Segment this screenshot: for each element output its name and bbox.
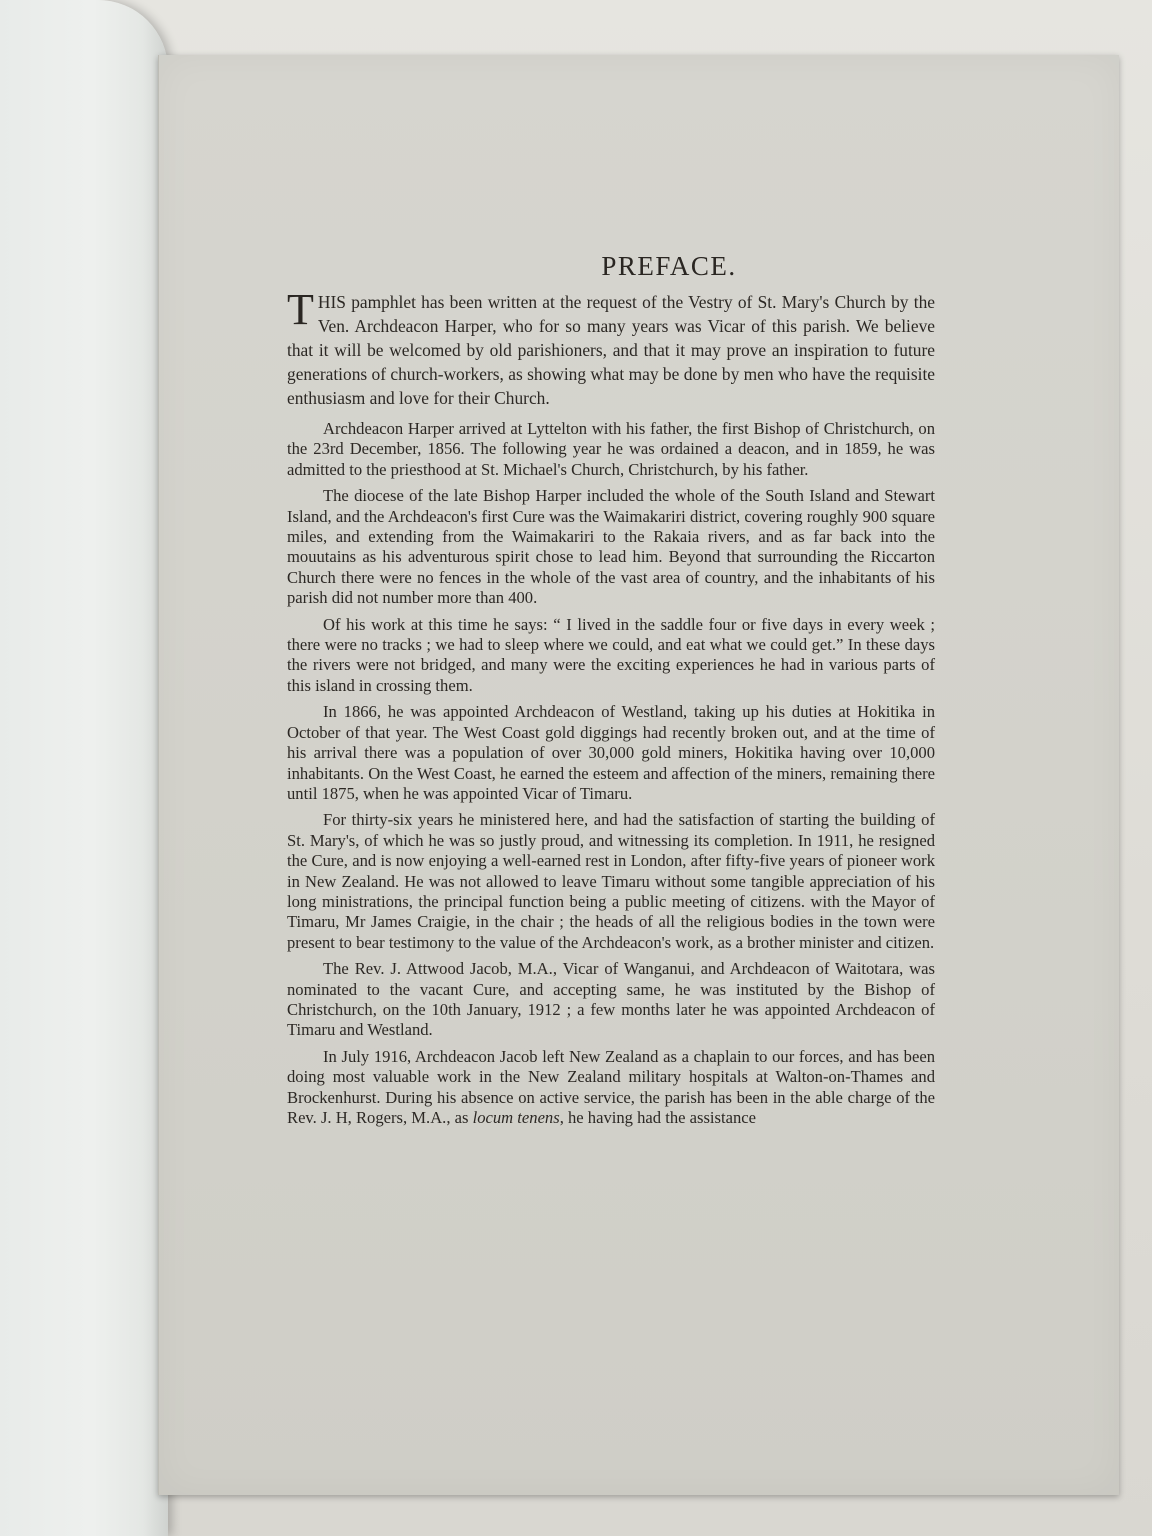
paragraph-6: For thirty-six years he ministered here, and had the satisfaction of starting the building of St. Mary's, of which he was so justly proud, and witnessing its completion. In 1911, he resigned the Cure, and is now enjoying a well-earned rest in London, after fifty-five years of pioneer work in New Zealand. He was not allowed to leave Timaru without some tangible appreciation of his long ministrations, the principal function being a public meeting of citizens. with the Mayor of Timaru, Mr James Craigie, in the chair ; the heads of all the religious bodies in the town were present to bear testimony to the value of the Archdeacon's work, as a brother minister and citizen. xyxy=(287,810,935,952)
drop-cap: T xyxy=(287,285,314,334)
paragraph-2: Archdeacon Harper arrived at Lyttelton with his father, the first Bishop of Christchurch, on the 23rd December, 1856. The following year he was ordained a deacon, and in 1859, he was admitted to the priesthood at St. Michael's Church, Christchurch, by his father. xyxy=(287,419,935,479)
booklet-page xyxy=(158,55,1119,1495)
previous-page-edge xyxy=(0,0,168,1536)
paragraph-5: In 1866, he was appointed Archdeacon of Westland, taking up his duties at Hokitika in October of that year. The West Coast gold diggings had recently broken out, and at the time of his arrival there was a population of over 30,000 gold miners, Hokitika having over 10,000 inhabitants. On the West Coast, he earned the esteem and affection of the miners, remaining there until 1875, when he was appointed Vicar of Timaru. xyxy=(287,702,935,803)
page-title: PREFACE. xyxy=(601,251,737,281)
paragraph-8-text-before: In July 1916, Archdeacon Jacob left New Zealand as a chaplain to our forces, and has been doing most valuable work in the New Zealand military hospitals at Walton-on-Thames and Brockenhurst. During his absence on active service, the parish has been in the able charge of the Rev. J. H, Rogers, M.A., as xyxy=(287,1046,935,1127)
paragraph-1 xyxy=(287,285,935,410)
paragraph-8-text-after: , he having had the assistance xyxy=(559,1108,756,1127)
paragraph-3: The diocese of the late Bishop Harper included the whole of the South Island and Stewart Island, and the Archdeacon's first Cure was the Waimakariri district, covering roughly 900 square miles, and extending from the Waimakariri to the Rakaia rivers, and as far back into the mouutains as his adventurous spirit chose to lead him. Beyond that surrounding the Riccarton Church there were no fences in the whole of the vast area of country, and the inhabitants of his parish did not number more than 400. xyxy=(287,486,935,608)
paragraph-8 xyxy=(287,1047,935,1129)
preface-body xyxy=(287,285,935,1134)
paragraph-1-text: HIS pamphlet has been written at the request of the Vestry of St. Mary's Church by the Ven. Archdeacon Harper, who for so many years was Vicar of this parish. We believe that it will be welcomed by old parishioners, and that it may prove an inspiration to future generations of church-workers, as showing what may be done by men who have the requisite enthusiasm and love for their Church. xyxy=(287,292,935,408)
paragraph-4: Of his work at this time he says: “ I lived in the saddle four or five days in every week ; there were no tracks ; we had to sleep where we could, and eat what we could get.” In these days the rivers were not bridged, and many were the exciting experiences he had in various parts of this island in crossing them. xyxy=(287,614,935,695)
paragraph-8-italic: locum tenens xyxy=(472,1108,560,1127)
paragraph-7: The Rev. J. Attwood Jacob, M.A., Vicar of Wanganui, and Archdeacon of Waitotara, was nominated to the vacant Cure, and accepting same, he was instituted by the Bishop of Christchurch, on the 10th January, 1912 ; a few months later he was appointed Archdeacon of Timaru and Westland. xyxy=(287,959,935,1040)
